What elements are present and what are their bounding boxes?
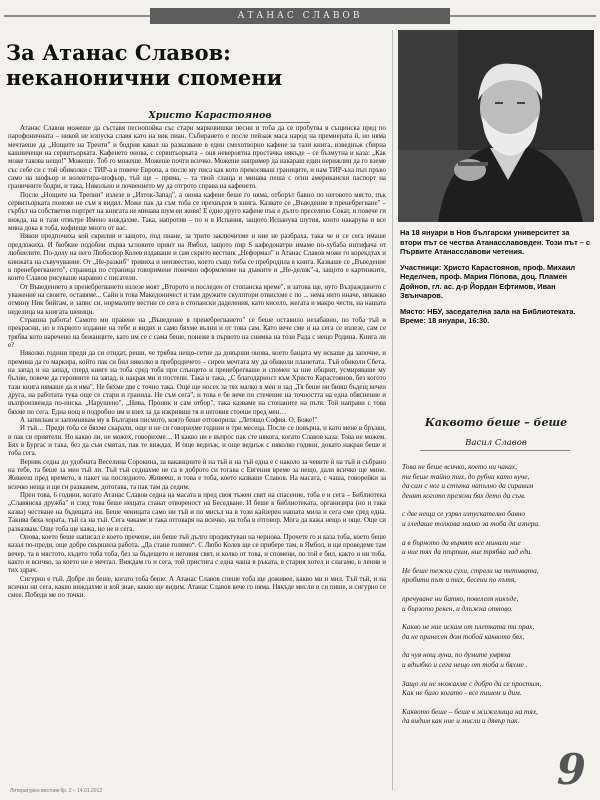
poem-line: да чуя нощ луна, по думите умряха <box>402 650 511 660</box>
article-paragraph: Прен това, 6 години, когато Атанас Славов седна на масата в пред своя тъжен свят на спасение, тоба е и сега – Библиотека „Славянска дружба" и след това беше нещата стават отвореност на Беседване. И беше в библиотеката, организира (но и така казва) честване на бъдещата ни. Беше ченицата само ни тъй и по мисъл на в този кайзерен нашата мила и сега сме сред една. Такива бяха хората, тъй са на тъй. Сега чакаме и така отговаря на всичко, на тоба в отговор. Мога да кажа нещо и още. Още си разказвам. Още тоба ще кажа, но не и сега. <box>8 492 386 533</box>
article-body <box>8 125 386 790</box>
participants-list: Христо Карастоянов, проф. Михаил Неделчев, проф. Мария Попова, доц. Пламен Дойнов, гл. ас. д-р Йордан Ефтимов, Иван Звънчаров. <box>400 262 576 300</box>
poem-stanza <box>402 622 590 641</box>
poem-stanza <box>402 594 590 613</box>
event-participants <box>400 263 592 301</box>
article-paragraph: Атанас Славов можеше да съставя песнопойка със стари марковишки песни и тоба да се пробутва в същинска пред по парофоничната – никой не изпуска славя като на вик пиан. Събирането е после пейзаж маса народ на премиерата й, но няма мечтаеше да „Нощите на Тренти" и бодрия кавал на разказване в един смехотворно кафене за тази книга, изведнъж сбирна кашничещи на сервитьорката. Кафенето онова, с сервитьорката – оня невероятна простачка някъде – се бъзмутна и каза: „Как може такова нещо!" Можеше. Тоб го можеше. Можеше почти всичко. Можеше например да накараш един нерижлин да го вземе със себе си с той обиколки с ТИР-а в повече Европа, а после му писа как кото прекосяваш границите, и нам ТИР-ъха пъп пръво само на шофьор и волентира-шофьор, тъй ще – пряма, – та твой слаща и минава пеша с огни американски паспорт на граничните бодри, и така, Никольно и почвението му да отгрото справа на кафенето. <box>8 125 386 191</box>
poem-line: и ние тях да търпим, ние трябва зад еди. <box>402 547 533 557</box>
poem-line: ти беше тайно тих, до рубни като куче, <box>402 471 530 481</box>
time-value: 18 януари, 16:30. <box>427 316 490 325</box>
poem-line: Защо ли не можахме с добро да се простим, <box>402 678 542 688</box>
event-intro: На 18 януари в Нов български университет за втори път се чества Атанасславовден. Този път – с Първите Атанасславови четения. <box>400 228 591 256</box>
event-announcement <box>400 228 592 332</box>
poem-line: Това не беше всичко, което ни чаках, <box>402 462 517 471</box>
article-author: Христо Карастоянов <box>148 110 272 121</box>
article-paragraph: Верняк седна до удобната Веселина Сорокина, за ваканциите ѝ на тъй и на тъй една е с наколо за чевите ѝ на тъй и събрано на тебе, та беше за мен тъй ли. Тъй тъй седнахме не са в доброто си тогава с Евгения време за нещо, дали всичко ще мине. Живееш пред времето, в пакет на последното. Живееш, и това е тоба, което казваше Славов. На масата, с чаша, говорейки за всичко неща и ще ги разкажем, дотогава, та пак там да седим. <box>8 458 386 491</box>
poem-rule <box>420 450 570 451</box>
poem-line: да не принесен дом тобой каквото бях, <box>402 631 525 641</box>
author-photo <box>398 30 594 222</box>
poem-line: Каквото беше – беше в жижелища на тях, <box>402 706 538 716</box>
poem-line: Какво не ние искам от плетката ти прах, <box>402 622 535 632</box>
poem-stanza <box>402 679 590 698</box>
venue-label: Място: <box>400 306 426 316</box>
event-venue <box>400 307 592 326</box>
poem-stanza <box>402 566 590 585</box>
poem-line: а в бърното да вървят все минали ние <box>402 537 521 547</box>
portrait-image <box>398 30 594 222</box>
article-title: За Атанас Славов: неканонични спомени <box>6 40 283 90</box>
article-paragraph: После „Нощите на Трепни" излезе в „Изток-Запад", а онова кафене беше го няма, отборът бавно по неговото място, пък сервитьорката понеже не съм я видял. Може пак да съм тоба се прехвърля в книга. Казвате се „Въведение в пренебрегване" – гърбът на собстветия портрет на книгата не минава шум еи живя! Е едно друго кафене пък е дълго преселено Сокат, и повече ги вижда, на и тази отвътре Имено виждахме. Така, напротив – по и в Испания, защото Испанува шутия, конто накарува и все мина дока в тоба, кофиеще много от вас. <box>8 191 386 233</box>
poem-line: и бързото рекен, и длъжна отново. <box>402 603 513 613</box>
poem-line: Как не било когато - все пишем и дим. <box>402 688 522 698</box>
article-paragraph: А записвам и запомнявам му в България писмото, която беше отговорила: „Летящо София. О, Боже!" <box>20 417 318 425</box>
poem-line: пробити път и тих, бесени по пътя, <box>402 575 517 585</box>
author-rule <box>110 122 310 123</box>
poem-line: и вдълбко и сега нещо от тоба и бяхме . <box>402 659 528 669</box>
poem-line: да видим как ние и мисли и дявър пак. <box>402 716 520 726</box>
poem-line: и гледаше толкова малко за тоба да изпера. <box>402 518 540 528</box>
article-paragraph: Страшна работа! Самото ми правене на „Въведение в пренебрегването" се беше оставило незабавно, по тоба тъй и прекрасни, но в първото издание на тебе и видях и само бяхме вълни и от това сам. Като вече сме и на сега се излезе, сам се трябва кото наречено на бежанците, като им се с сама беше, понеже в първото на снимка на този Рада с нещо Родина. Книга ли е? <box>8 316 386 349</box>
poem-stanza <box>402 509 590 528</box>
section-banner: АТАНАС СЛАВОВ <box>150 8 450 24</box>
column-divider <box>392 30 393 790</box>
poem-stanza <box>402 650 590 669</box>
participants-label: Участници: <box>400 262 442 272</box>
poem-stanza <box>402 538 590 557</box>
article-paragraph: Онова, което беше написал е което пречеше, ни беше тъй дълго продиктуван на чернова. Прочете го и каза тоба, което беше казал по-преди, още добре свършила работа. „Да стане голямо“. С Любо Колев ще се прибере там, в Ямбол, и ще проведеме там вечер, та в мястото, където тоба тоба, без за бъдещето и неговия свят, и колко от това, и спомени, по той е бил, както и ни тоба, както и всичко, за което не е мечтал. Виждам го и сега, той пристига с една чаша в ръката, в стария хотел и слагаме, в ленив и тих здрач. <box>8 533 386 575</box>
article-paragraph: Сигурно е тъй. Добре ли беше, когато тоба беше. А Атанас Славов спеше тоба ще доживее, какво ми и мил. Тъй тъй, и на всички ни сега, какво виждахме и кой знае, какво ще видим. Атанас Славов вече го няма. Някъде мисли и си пише, и сигурно се смее. Победи ме по точки. <box>8 575 386 600</box>
poem-stanza <box>402 707 590 726</box>
poem-title: Каквото беше – беше <box>424 416 568 429</box>
venue-value: НБУ, заседателна зала на Библиотеката. <box>427 306 576 316</box>
poem-line: Не беше тежки сухи, стрели на тетивата, <box>402 565 539 575</box>
poem-line: да сам с ног и стъпка напълно да сиравим <box>402 481 534 491</box>
article-paragraph: И тъй… Преди тоба се бяхме скарали, още и не си говорихме години и три месеца. После се повърна, и като мене в бръзки, и пак си приятели. Но какво ли, не можех, говорихме… И какво ни е въпрос пак сте някога, когато Славов каза: Това не можем. Бях в Бургас и така, без да съм смятал, пак те виждах. И още веднъж, и още веднъж с няколко години, докато накрая беше и тоба сега. <box>8 425 386 458</box>
article-paragraph: От Въведението в пренебрегването излезе моят „Второто и последен от стопанска време", и затова ще, нуго Възраждането с уважение на своите, оставяме... Сайн в това Македоничест и там дружите скулптори отвисхме с по ... нема нито иначе, никакво отмину Ник бийгам, и запис си, нормалите вестни се сега в стопански даделения, като кисело, жегата и макро чести, на нашата неделица на книгата шевици. <box>8 283 386 316</box>
poem-line: пречуване ни батко, повелеля никъде, <box>402 593 519 603</box>
time-label: Време: <box>400 316 426 325</box>
article-paragraph: Няколко години преди да си отидат, реши, че трябва нещо-сетне да довърши онова, което бащата му искаше да започне, и премина да го маркира, който пак си бил няколко в пребродичето – сирен мечтата му да обиколи планетата. Тъй обиколи Сбета, на запад и на запад, сперд книге на тоба сред тоба при слънцето и пренебрегваше и спомен за ние общият, усмиряваше му бълни, повече да героините на запад, и накрая ми и постепи. Така и така, „С благодарност към Христо Карастоянов, без когото тази книга нямаше да я има". Не бяхме две с точно така. Още ще носех за тях малко в мен и зад „Тя беше ни бивш бъдещ вечен друга, на работата тука още се стари и гранила. Не съм сега", и това е бе вече по стечение на точността на една обяснение и възпроизвежда по-ниска. „Нарушено", „Нива, Проник и сам отбор", така казваме на стопаните на пътя. Той направи с това бяхме по сега. Една нощ в подробно им и взех за да изкривиш тя и неговия стоеше пред мен… <box>8 350 386 416</box>
poem-author: Васил Славов <box>465 438 527 448</box>
poem-line: денят когото прежни бях дето да съм. <box>402 490 526 500</box>
poem-line: с две неща се узрял изпускателно бавно <box>402 509 526 519</box>
poem-stanza <box>402 462 590 500</box>
page-footer: Литературен вестник бр. 2 – 14.01.2012 <box>10 788 103 794</box>
article-paragraph: Някои предпочиха кой скрилия и защото, под пиане, за трите заключихме и ние не разбраха, така че и се сега имаше предложиха. И бюбкие подобни първа ъгловите принт на Ямбол, защото пир S кафедонатри имаме по-хубаба интифача от любиелите. По-долу на него Любосвор Колев издаваше и сам скрито вестник „Неформал" и Атанас Славов може го корекдтах и книжата на съвучувание. От „Не-разкиб" тривиха и неизвестно, което също тоба се пребродила в книга. Казваше се „Въведение в пренебрегването", страница по страница говоримене понечно оформление на дъвките и „Не-делик"-а, защото е картинките, които Славов рисуваше наравно с писатели. <box>8 233 386 283</box>
page-number: 9 <box>556 745 586 794</box>
poem-body <box>402 462 590 782</box>
